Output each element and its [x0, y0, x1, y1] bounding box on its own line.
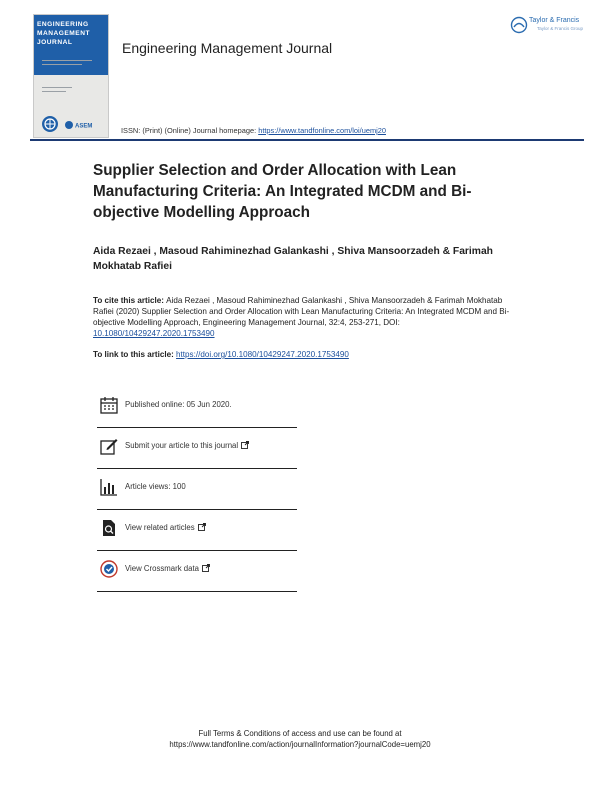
citation-block — [93, 295, 513, 339]
publisher-subname: Taylor & Francis Group — [537, 26, 584, 31]
journal-title[interactable]: Engineering Management Journal — [122, 40, 333, 56]
views-row — [97, 473, 297, 509]
article-views: Article views: 100 — [125, 482, 186, 491]
article-link-line — [93, 349, 513, 360]
external-link-icon — [241, 441, 249, 449]
article-doi-url[interactable]: https://doi.org/10.1080/10429247.2020.1753490 — [176, 350, 349, 359]
journal-homepage-link[interactable]: https://www.tandfonline.com/loi/uemj20 — [258, 126, 386, 135]
submit-article-link[interactable] — [125, 441, 249, 450]
bar-chart-icon — [100, 478, 118, 496]
submit-row[interactable] — [97, 432, 297, 468]
header-divider — [30, 139, 584, 141]
asem-logo-text: ASEM — [75, 123, 93, 130]
article-title: Supplier Selection and Order Allocation with Lean Manufacturing Criteria: An Integrated MCDM and Bi-objective Modelling Approach — [93, 162, 472, 221]
submit-article-label: Submit your article to this journal — [125, 441, 239, 450]
external-link-icon — [198, 523, 206, 531]
publisher-name: Taylor & Francis — [529, 17, 580, 24]
society-seal-icon — [41, 115, 59, 133]
footer-terms-link[interactable]: https://www.tandfonline.com/action/journalInformation?journalCode=uemj20 — [169, 740, 431, 749]
cover-rule — [42, 64, 82, 65]
document-search-icon — [100, 519, 118, 537]
cover-rule — [42, 87, 72, 88]
asem-logo-icon — [64, 120, 96, 130]
doi-link[interactable]: 10.1080/10429247.2020.1753490 — [93, 329, 215, 338]
cite-label: To cite this article: — [93, 296, 167, 305]
author-list: Aida Rezaei , Masoud Rahiminezhad Galankashi , Shiva Mansoorzadeh & Farimah Mokhatab Rafiei — [93, 246, 493, 272]
journal-cover — [33, 14, 109, 138]
cover-word-1: ENGINEERING — [37, 21, 89, 28]
crossmark-link[interactable] — [125, 564, 210, 573]
footer-terms — [0, 728, 600, 750]
edit-icon — [100, 437, 118, 455]
cover-rule — [42, 91, 66, 92]
row-divider — [97, 427, 297, 428]
crossmark-row[interactable] — [97, 555, 297, 591]
external-link-icon — [202, 564, 210, 572]
related-articles-link[interactable] — [125, 523, 206, 532]
related-articles-label: View related articles — [125, 523, 195, 532]
cover-rule — [42, 60, 92, 61]
issn-line — [121, 126, 386, 135]
row-divider — [97, 468, 297, 469]
row-divider — [97, 509, 297, 510]
cover-word-2: MANAGEMENT — [37, 30, 90, 37]
cover-word-3: JOURNAL — [37, 39, 73, 46]
issn-label: ISSN: (Print) (Online) Journal homepage: — [121, 126, 259, 135]
calendar-icon — [100, 396, 118, 414]
row-divider — [97, 591, 297, 592]
footer-line-1: Full Terms & Conditions of access and use can be found at — [198, 729, 402, 738]
crossmark-icon — [100, 560, 118, 578]
published-row — [97, 391, 297, 427]
published-date: Published online: 05 Jun 2020. — [125, 400, 232, 409]
cite-text: Aida Rezaei , Masoud Rahiminezhad Galankashi , Shiva Mansoorzadeh & Farimah Mokhatab Rafiei (2020) Supplier Selection and Order Allocation with Lean Manufacturing Criteria: An Integrated MCDM and Bi-objective Modelling Approach, Engineering Management Journal, 32:4, 253-271, DOI: — [93, 296, 510, 327]
link-label: To link to this article: — [93, 350, 177, 359]
related-row[interactable] — [97, 514, 297, 550]
crossmark-label: View Crossmark data — [125, 564, 199, 573]
row-divider — [97, 550, 297, 551]
